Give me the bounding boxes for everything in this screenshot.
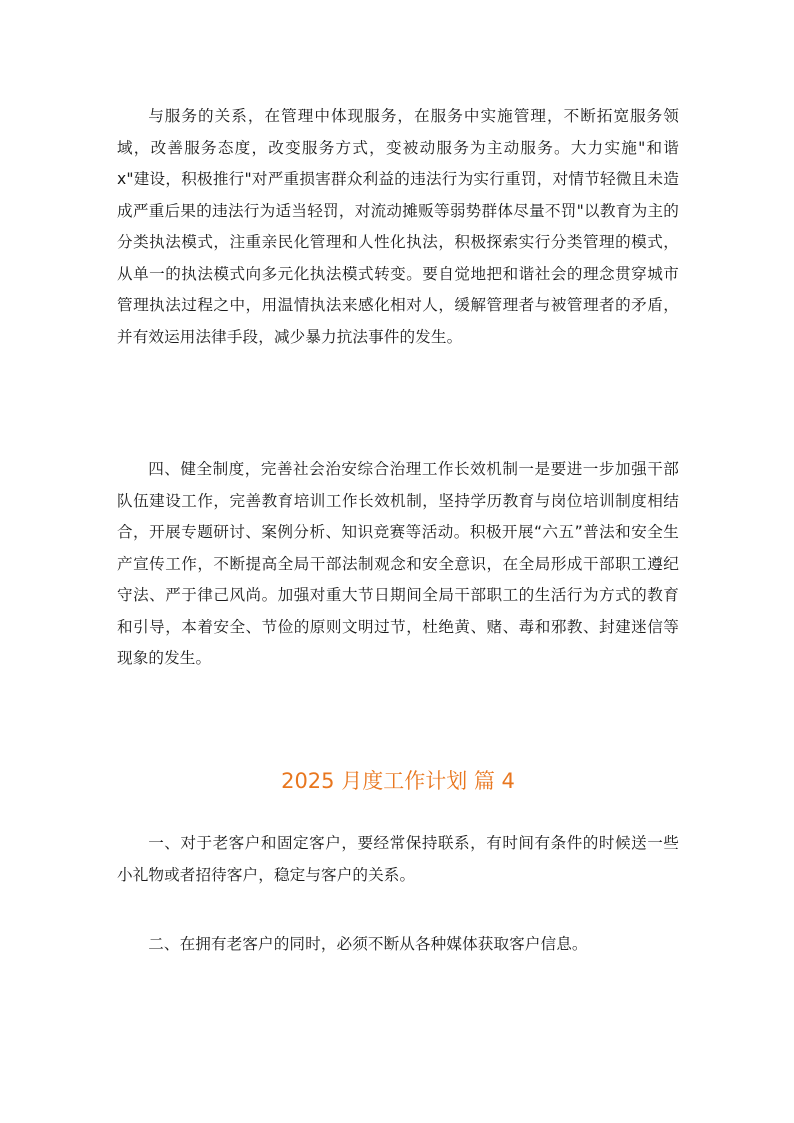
paragraph-section-four: 四、健全制度，完善社会治安综合治理工作长效机制一是要进一步加强干部队伍建设工作，完善教育培训工作长效机制，坚持学历教育与岗位培训制度相结合，开展专题研讨、案例分析、知识竞赛等活动。积极开展“六五”普法和安全生产宣传工作，不断提高全局干部法制观念和安全意识，在全局形成干部职工遵纪守法、严于律己风尚。加强对重大节日期间全局干部职工的生活行为方式的教育和引导，本着安全、节俭的原则文明过节，杜绝黄、赌、毒和邪教、封建迷信等现象的发生。: [117, 460, 679, 667]
paragraph-service-relationship: 与服务的关系，在管理中体现服务，在服务中实施管理，不断拓宽服务领域，改善服务态度，改变服务方式，变被动服务为主动服务。大力实施"和谐 x"建设，积极推行"对严重损害群众利益的违法行为实行重罚，对情节轻微且未造成严重后果的违法行为适当轻罚，对流动摊贩等弱势群体尽量不罚"以教育为主的分类执法模式，注重亲民化管理和人性化执法，积极探索实行分类管理的模式，从单一的执法模式向多元化执法模式转变。要自觉地把和谐社会的理念贯穿城市管理执法过程之中，用温情执法来感化相对人，缓解管理者与被管理者的矛盾，并有效运用法律手段，减少暴力抗法事件的发生。: [117, 107, 679, 346]
paragraph-item-two: 二、在拥有老客户的同时，必须不断从各种媒体获取客户信息。: [148, 935, 588, 953]
paragraph-item-one: 一、对于老客户和固定客户，要经常保持联系，有时间有条件的时候送一些小礼物或者招待客户，稳定与客户的关系。: [117, 834, 679, 884]
section-heading: 2025 月度工作计划 篇 4: [281, 769, 515, 793]
